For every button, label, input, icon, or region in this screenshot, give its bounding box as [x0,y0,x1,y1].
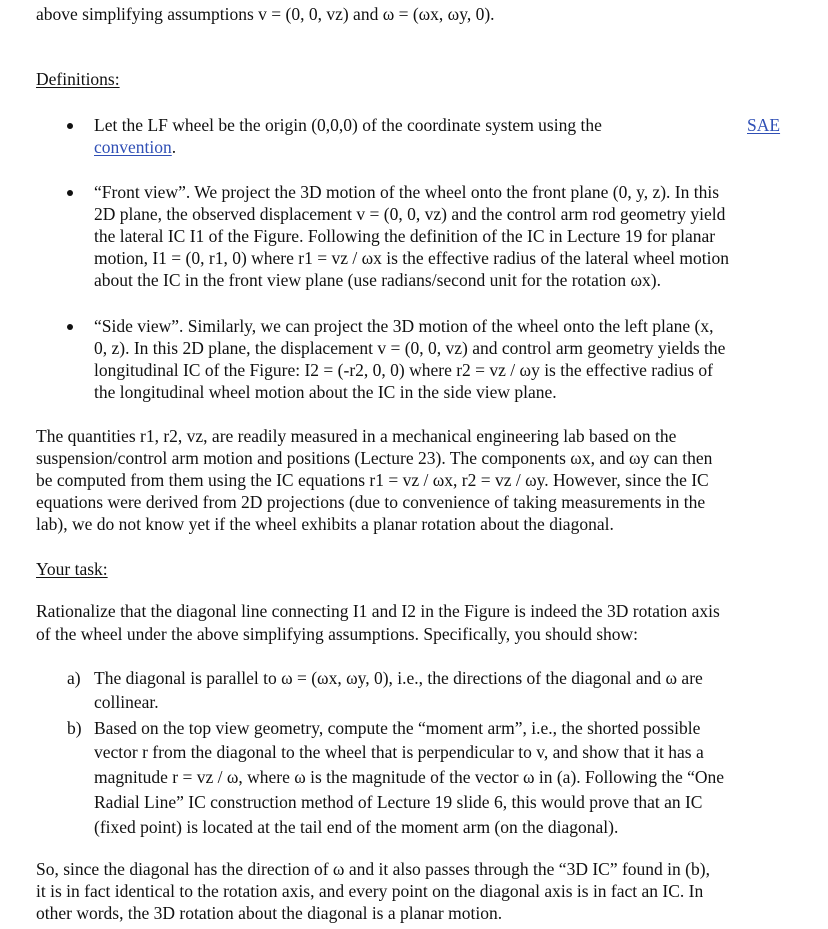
task-item-a-line-2: collinear. [94,692,159,712]
definition-3-line-2: 0, z). In this 2D plane, the displacement v = (0, 0, vz) and control arm geometry yields the [94,338,726,358]
conclusion-line-2: it is in fact identical to the rotation axis, and every point on the diagonal axis is in fact an IC. In [36,881,704,901]
quantities-line-3: be computed from them using the IC equations r1 = vz / ωx, r2 = vz / ωy. However, since the IC [36,470,709,490]
task-item-b-line-5: (fixed point) is located at the tail end of the moment arm (on the diagonal). [94,817,619,837]
definition-3-line-1: “Side view”. Similarly, we can project the 3D motion of the wheel onto the left plane (x, [94,316,714,336]
definitions-heading: Definitions: [36,69,120,89]
task-intro-line-1: Rationalize that the diagonal line connecting I1 and I2 in the Figure is indeed the 3D rotation axis [36,601,720,621]
task-item-b-line-2: vector r from the diagonal to the wheel that is perpendicular to v, and show that it has a [94,742,704,762]
task-item-b-line-3: magnitude r = vz / ω, where ω is the magnitude of the vector ω in (a). Following the “One [94,767,725,787]
definition-2-line-3: the lateral IC I1 of the Figure. Following the definition of the IC in Lecture 19 for planar [94,226,716,246]
conclusion-line-3: other words, the 3D rotation about the diagonal is a planar motion. [36,903,503,923]
definition-2-line-4: motion, I1 = (0, r1, 0) where r1 = vz / ωx is the effective radius of the lateral wheel motion [94,248,729,268]
task-item-b-label: b) [67,718,82,738]
task-item-a-label: a) [67,668,81,688]
definition-1-line-1 [94,114,739,136]
definition-3-line-4: the longitudinal wheel motion about the IC in the side view plane. [94,382,557,402]
sae-link-part1[interactable]: SAE [747,115,781,135]
sae-link-part2[interactable]: convention [94,137,172,157]
bullet-marker [67,123,73,129]
definition-1-line-2: convention. [94,137,177,157]
quantities-line-1: The quantities r1, r2, vz, are readily measured in a mechanical engineering lab based on the [36,426,677,446]
definition-2-line-5: about the IC in the front view plane (use radians/second unit for the rotation ωx). [94,270,661,290]
quantities-line-4: equations were derived from 2D projections (due to convenience of taking measurements in the [36,492,706,512]
task-intro-line-2: of the wheel under the above simplifying assumptions. Specifically, you should show: [36,624,639,644]
quantities-line-5: lab), we do not know yet if the wheel exhibits a planar rotation about the diagonal. [36,514,614,534]
conclusion-line-1: So, since the diagonal has the direction of ω and it also passes through the “3D IC” found in (b), [36,859,710,879]
definition-2-line-1: “Front view”. We project the 3D motion of the wheel onto the front plane (0, y, z). In this [94,182,720,202]
top-line: above simplifying assumptions v = (0, 0, vz) and ω = (ωx, ωy, 0). [36,4,495,24]
task-item-b-line-4: Radial Line” IC construction method of Lecture 19 slide 6, this would prove that an IC [94,792,703,812]
definition-2-line-2: 2D plane, the observed displacement v = (0, 0, vz) and the control arm rod geometry yield [94,204,726,224]
task-item-b-line-1: Based on the top view geometry, compute the “moment arm”, i.e., the shorted possible [94,718,701,738]
task-heading: Your task: [36,559,108,579]
bullet-marker [67,190,73,196]
definition-3-line-3: longitudinal IC of the Figure: I2 = (-r2, 0, 0) where r2 = vz / ωy is the effective radius of [94,360,713,380]
definition-1-text: Let the LF wheel be the origin (0,0,0) of the coordinate system using the [94,115,602,135]
bullet-marker [67,324,73,330]
task-item-a-line-1: The diagonal is parallel to ω = (ωx, ωy, 0), i.e., the directions of the diagonal and ω are [94,668,703,688]
quantities-line-2: suspension/control arm motion and positions (Lecture 23). The components ωx, and ωy can then [36,448,713,468]
